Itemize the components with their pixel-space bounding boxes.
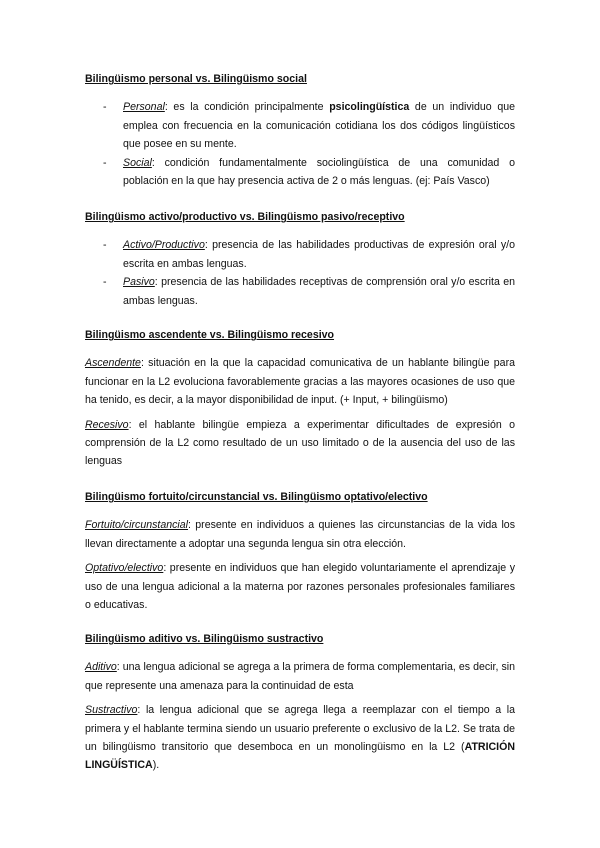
list-item <box>85 273 515 310</box>
term-label: Recesivo <box>85 418 129 431</box>
definition-text: de un individuo que emplea con frecuencia en la comunicación cotidiana los dos códigos lingüísticos que posee en su mente. <box>123 101 516 151</box>
definition-paragraph <box>85 701 515 775</box>
definition-paragraph <box>85 658 515 695</box>
term-label: Fortuito/circunstancial <box>85 519 189 532</box>
definition-text: : presente en individuos a quienes las circunstancias de la vida los llevan directamente a adoptar una segunda lengua sin otra elección. <box>85 519 515 550</box>
definition-text: : presencia de las habilidades receptivas de comprensión oral y/o escrita en ambas lenguas. <box>123 276 515 307</box>
definition-list <box>85 236 515 310</box>
bullet-dash: - <box>103 276 107 289</box>
definition-text: : la lengua adicional que se agrega llega a reemplazar con el tiempo a la primera y el hablante termina siendo un usuario preferente o exclusivo de la L2. Se trata de un bilingüismo transitorio que desemboca en un monolingüismo en la L2 ( <box>85 704 515 754</box>
emphasis-text: ATRICIÓN LINGÜÍSTICA <box>85 741 515 772</box>
term-label: Personal <box>123 101 165 114</box>
bullet-dash: - <box>103 101 107 114</box>
definition-text: : situación en la que la capacidad comunicativa de un hablante bilingüe para funcionar en la L2 evoluciona favorablemente gracias a las mayores ocasiones de uso que ha tenido, es decir, a la mayor disponibilidad de input. (+ Input, + bilingüismo) <box>85 357 515 407</box>
bullet-dash: - <box>103 239 107 252</box>
section-heading: Bilingüismo ascendente vs. Bilingüismo recesivo <box>85 329 335 341</box>
emphasis-text: psicolingüística <box>329 101 410 114</box>
definition-list <box>85 98 515 190</box>
definition-text: : una lengua adicional se agrega a la primera de forma complementaria, es decir, sin que represente una amenaza para la continuidad de esta <box>85 661 515 692</box>
definition-paragraph <box>85 354 515 409</box>
definition-paragraph <box>85 516 515 553</box>
section-aditivo-sustractivo <box>85 630 515 781</box>
term-label: Social <box>123 156 152 169</box>
definition-text: : condición fundamentalmente sociolingüística de una comunidad o población en la que hay presencia activa de 2 o más lenguas. (ej: País Vasco) <box>123 156 515 188</box>
section-fortuito-optativo <box>85 488 515 620</box>
definition-paragraph <box>85 559 515 614</box>
list-item <box>85 236 515 273</box>
section-heading: Bilingüismo activo/productivo vs. Bilingüismo pasivo/receptivo <box>85 211 405 223</box>
bullet-dash: - <box>103 156 107 169</box>
list-item <box>85 154 515 191</box>
section-heading: Bilingüismo personal vs. Bilingüismo social <box>85 73 307 85</box>
term-label: Aditivo <box>85 661 117 674</box>
definition-text: : presencia de las habilidades productivas de expresión oral y/o escrita en ambas lenguas. <box>123 239 515 270</box>
term-label: Pasivo <box>123 276 155 289</box>
definition-text: ). <box>152 759 160 772</box>
term-label: Ascendente <box>85 357 141 370</box>
definition-paragraph <box>85 416 515 471</box>
term-label: Optativo/electivo <box>85 562 164 575</box>
term-label: Activo/Productivo <box>123 239 205 252</box>
term-label: Sustractivo <box>85 704 138 717</box>
definition-text: : presente en individuos que han elegido voluntariamente el aprendizaje y uso de una lengua adicional a la materna por razones personales profesionales familiares o educativas. <box>85 562 515 612</box>
definition-text: : es la condición principalmente <box>164 101 330 114</box>
section-personal-social <box>85 70 515 190</box>
section-heading: Bilingüismo fortuito/circunstancial vs. Bilingüismo optativo/electivo <box>85 491 428 503</box>
section-heading: Bilingüismo aditivo vs. Bilingüismo sustractivo <box>85 633 324 645</box>
section-activo-pasivo <box>85 208 515 310</box>
section-ascendente-recesivo <box>85 326 515 477</box>
definition-text: : el hablante bilingüe empieza a experimentar dificultades de expresión o comprensión de la L2 como resultado de un uso limitado o de la ausencia del uso de las lenguas <box>85 418 515 468</box>
list-item <box>85 98 515 153</box>
